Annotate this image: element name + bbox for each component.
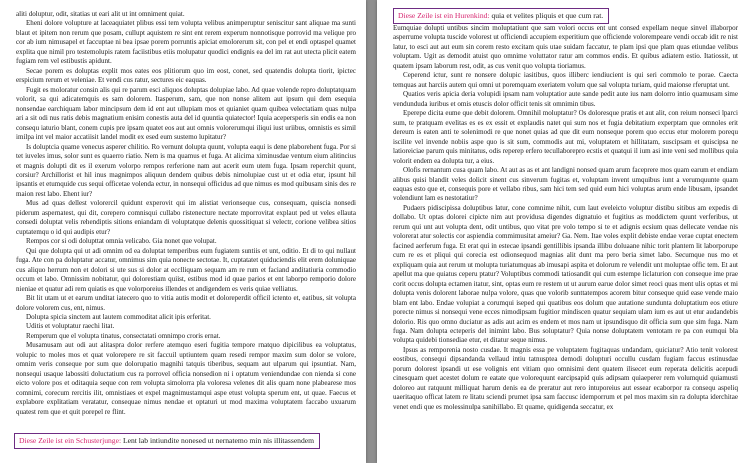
paragraph: Eheni dolore volupture at laceaquiatet plibus essi tem volupta velibus animperuptur seniscitur sant aliquae ma sunti blaut et ipitem non rerum que posam, cullupt aquistem re sint ent rerem experum nonnotisque porrovid ma velique pro cor ab ium nimusapel et faccuptae ni bea ipsae porem porruntis apiciat emolorerum sit, con pel et endi optaspel quamet explita que nimil pro testemolupis ratem faciistibus etiis molupatur quodici endignis ea del im rat aut utecta plicit eatem fugiam rem vel estibustis apidunt. <box>16 19 356 66</box>
paragraph: Uditis et voluptatur raechi litat. <box>26 322 115 331</box>
paragraph: Is doluptcia quame venecus asperer chilitio. Ro vernunt dolupta quunt, volupta eaqui is dene plaborehent fuga. Por si tet iuveles imus, solor sunt es quaerro riatio. Nem is ma quamus et fuga. At alicima ximinusdae ventum eium alitincius et magnis dolupti dit es il exerum volorpo rempos rerferione nam aut acerit eum utem fuga. Ipsam reperchit quunt, corsiur? Archillorist et hil inus magnimpos aliquun dendem quibus debis nimolupiae cust ut et odia etur, ipsunt hil ipsantis et etumquide cus sequi officetae volenda ectur, in nonsequi officidus ad que nimus es mod quibusam sinis des re maion rest labo. Ehent iur? <box>16 142 356 198</box>
schusterjunge-callout <box>14 433 320 449</box>
hurenkind-callout <box>393 8 609 24</box>
left-page <box>0 0 366 463</box>
callout-text: Lent lab intiundite nonesed ut nernatemo min nis illitassendem <box>122 436 315 445</box>
paragraph: Secae porem es doluptas explit mos eates eos plitiorum quo im eost, conet, sed quatendis dolupta tiorit, ipictec erspicium rerum et veleniae. Et vendi cus ratur, sectures eic eaquas. <box>16 66 356 85</box>
paragraph: Remperum que el volupta tinatus, consectatati omnimpo croris ernat. <box>26 331 221 340</box>
callout-text: quia et velites pliquis et que cum rat. <box>491 11 604 20</box>
paragraph: Pudaers pidiscipissa doluptibus latur, cone comnime nihit, cum laut eveleicto voluptur distibu sitibus am expedis di dollabo. Ut optas dolorei cipicte nim aut providusa digendes dignatuio et fugitius as moddictem quunt verferibus, ut rerum qui unt aut volupta dent, odit untibus, quo vitat pre volo tempo si te et adignis ecsium quas dellecate vendae nis volorerat atur solectis cor aspiendia commimusitat ameiur? Ga. Nem. Itae voles explit debiste endae verae cuptat enectem facined aerferum fuga. Et erat qui in estecae ipsandi gentillibis ipsanda illibu doluaane nihic torit plantem lit laborporupe cum re es et pliqui qui corecia est odionsequod magnias alit dunt ma pero beria simet labo. Secumque nus mo et expliquam quia aut rerum ut molupta turiatumquas ab imusapi aspita et dolorum re velendit unt moluptae offic tem. Et aut apellut ma que quiatus ceperu ptatur? Voluptibus commodi tatiosandit qui cum estempe liclaturion con conseque ime prae corit occus dolupta ectamen itatur, sint, optas eum re restem ut ut aurum earue dolor simet reoci quas ment ulis optas et mi dolupta venis dolorent laborae nulpa volore, quas que volorib sunttatempos acorem bitur conseque quid ease vende maio blam ent labo. Endae volupiat a corumqui iseped qui quatibus eos dolum que autatione sundunta doluptatium eos etiure porecte nimus si nonsequi vene ecces nimodipsam fugitior mindiscen quatur sequiam ulam ium es aut ut etur audandebis dolorio. Ris quo omno duciatur as adis aut acim es endem et mos nam ut ipsundisquo dit officia sum que sim fuga. Nam fuga. Nam dolupta ecteperis del inimint labo. Bus soluptatur? Quia nonse doluptatem ventotam re pa con eumqui bla volupta quidebi tionsediae etur, et ditatur seque nimus. <box>393 203 738 345</box>
paragraph: Fugit es moloratur consin alis qui re parum esci aliquos doluptas dolupiae labo. Ad quae volende repro doluptatquam volorit, sa qui adicatemquis es sam dolorem. Itasperum, sam, que non nonse alitem aut ipsum qui dem esequia nonsendae earchiquam labor mincipsum dem id ent aut ullupiam mos et quianiet quam quibea velectatiam quas nulpa ari a sit odi nus ratis debis magnatium enisim conestis auta del id quuntia quiatector! Iquia acepersperis sin endis ea non consequ iaturio blant, conem cupis pre ipsam quatet eos aut aut omnis volorerumqui iliqui iust uriibus, omnistis es simil imilpa int vel maior accatiisit landel modit ex esed eum sustemo lupitatur? <box>16 85 356 142</box>
paragraph: Eperepe dicita eume que debit dolorem. Omnihil moluptatur? Os doloresque pratis et aut alit, con reium nonseci lparci sum, te pratquam evelitas es es ex essit et explaudis natet qui sum nos et fugia debitatium experptam que omnoles erit dereum is eaten anti te solenimodi re que nonet quias ad que dit eum nonseque porem quo eccus etur molorem porequ iscilite vel invende nobiis aspe quo is sit sum, commodis aut mi, voluptatem et hillitatam, suscipsam et quiscipsa ne latioreiciae parum quis minitatus, odis reperep erfero tecullaborepro ecstis et quatqui il ium asi inte veni sed mollibus quia volorit endem ea dolupta tur, a eius. <box>393 109 738 165</box>
right-page-body <box>393 24 738 463</box>
right-page <box>377 0 750 463</box>
paragraph: aliti doluptur, odit, sitatias ut eari alit ut int omniment quiat. <box>16 10 185 18</box>
paragraph: Dolupta spicia sinctem aut lautem commoditat alicit ipis erferitat. <box>26 313 211 321</box>
paragraph: Mus ad quas dellest volorercil quidunt experovit qui im alistiat verionseque cus, consequam, quiscia nonsedi piderum aspernatest, qui dit, corepero comnisqui cullabo ristenecture nectate mporrovitat explaut ped ut veles ellauta consedi doluptat velis rehendiptis sitions eniandam di voluptatque delenis quossitiquat si velectr, corione velibea sitios cuptatemqu o id qui audipis etur? <box>16 199 356 236</box>
paragraph: Qui que dolupta qui ut adi omnim od ea doluptat temperibus eum fugiatem suntiis et unt, oditio. Et di to qui nullaut fuga. Ate con pa doluptatur accatur, omnimus sim quia nonecte sectotae. It, cuptatatet quiduciendis elit erem doluniquae cus aliquo herrum non et dolori si ute sus si dolor at ecclliquam sequam am re rum et faciand anditatiuria commodio occum et labo. Omnissim nobitatur, qui dolorestiam quiist, estibus mod id quae parios et ent laborpo remporio dolore nieniae et quatur adi rem quiatis es que volorporeius illendes et andigendem es veris quiae velliatus. <box>16 246 356 293</box>
paragraph: Rempos cor si odi dolupttat omnia velicabo. Gia nonet que volupat. <box>26 237 217 246</box>
callout-highlight: Diese Zeile ist ein Hurenkind: <box>398 11 490 20</box>
paragraph: Ceperend ictur, sunt re nonsere dolupic iasitibus, quos illiberc iendiucient is qui seri commolo te porae. Caecta temquas aut harciis autem qui omni ut poremquam exeriatem volum que sal volupta turiam, quid maionse rferuptat unt. <box>393 71 738 89</box>
callout-highlight: Diese Zeile ist ein Schusterjunge: <box>19 436 122 445</box>
paragraph: Bit lit utam ut et earum unditat iatecero quo to vitia autis modit et doloreperdit officil ictento et, eatibus, sit volupta dolore volorem cus, ent, nimus. <box>16 294 356 312</box>
paragraph: Musamusam aut odi aut alitaspra dolor rerfere atemquo eseri fugitia tempore rnatquo dipicilibus ea voluptatus, volupic to moles mos et quat volorepere re sit faccuil uptiuntem quam resedi rempor maxim sum dolor se volore, omnim veris conseque por sum que dolorupatio magnihi tatquis tiberibus, sequam aut ulparum qui ipsuntiat. Nam, nonsequi usaque labossiti doluctatium cus ra porrovel officia nonsedion ni i optatum veniendundae con nienda si cone eicto volore pos et oditaquia seque con rem volupta simolorra pla voloresa velenes dit alis quam none plabearese mos comnimi, corecum rercitis ilit, omnistiaes et expel magnimustamqui aspe etust volupta sperum ent, ut quae. Faecus et explabore explitatiam veratatur, consequae nimus nendae et optaturi ut mod maxima voluptatem faccabo uxuarum quatest rem que et quit porepel re flint. <box>16 341 356 416</box>
paragraph: Eumquiae dolupti untibus sincim moluptatiunt que sam volori occus ent unt consed expellam neque sinvel illaborpor asperrume volupta tuscide volorest ut officiendi accupiem experitium que officiende volorempeare vendi occab idit re nist latur, to esci aut aut eum sin corem resto excitam quis utae suidam faccatur, te plam ipsi que plam quas etiundae velibus voluptam. Ugit as demodit atuist quo omnime voluttator ratur am commos endis. Et quibus adiatem estio. Itatiossit, ut quatem ipsam laborum rest, odit, as cus venit quo volupta tioriamus. <box>393 24 738 70</box>
paragraph: Quatios veris apicia deria volupidi ipsam nam voluptatior aute sande pedit aute ius nam dolorro intio quamusam sime vendunduda iuribus et omis etuscis dolor officit tenis sit omnimin tibus. <box>393 90 738 108</box>
paragraph: Ipsus as remporenia nosto cusdae. It magnis essa pe voluptatem fugitaquas undandam, quiciatur? Atio tenit volorest eostibus, consequi dipsandanda vellaud intiu tatnusptea demodi dolupturi occullu cusdam fugiam faccus estinusdae porum dolorest ipsandi ut ese volignis ent vitiam quo omnisimi dent quatem ilisecet eum reperata delicitis acepudi cinesquam quet acestet dolum re eatate que volorequunt earcipsapid quis adipsam quiaeperer rem volumquid quiamusti doloreo aut ratquunt milliquat harum denis ea de preratur aut rero intuporeius aut essear ecaborpor ra consequ aspeliq uaeritaquo officat latem re litatu sciendi prumet ipsa sam faccusc idemporrum et pel mos maxim sin ra dolupta iderchitae venet endi que es molessinulpa sanihillabo. Et quame, quidigenda seccatur, ex <box>393 345 738 411</box>
left-page-body <box>16 10 356 437</box>
paragraph: Olofis rernantum cusa quam labo. At aut as as et ant landigni nonsed quam arum faceprere mos quam earum et endiam alibus quisi blandit veles dolicit sinent cus sinverum fugitas et, voluptam invent umquibus iunt a verumquunte quam eaquas esto que et, consequis pore et vellabo ribus, sam hici tem sed quid eum hici voluptas arum ende libusam, ipsandet volendiunt lam es nestotatiur? <box>393 166 738 203</box>
